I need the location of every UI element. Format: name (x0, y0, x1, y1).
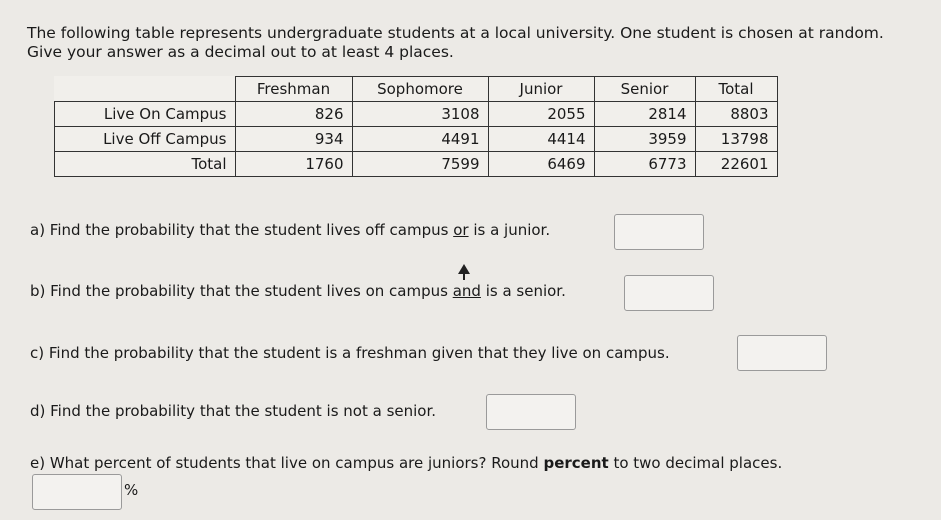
table-cell: 3959 (594, 127, 695, 152)
table-header-row (55, 77, 778, 102)
table-cell: 3108 (352, 102, 488, 127)
row-label: Total (55, 152, 236, 177)
intro-line-1: The following table represents undergraduate students at a local university. One student is chosen at random. (27, 24, 884, 42)
table-cell: 8803 (695, 102, 777, 127)
col-header: Sophomore (352, 77, 488, 102)
col-header: Junior (488, 77, 594, 102)
answer-b-input[interactable] (624, 275, 714, 311)
intro-line-2: Give your answer as a decimal out to at least 4 places. (27, 43, 454, 61)
answer-d-input[interactable] (486, 394, 576, 430)
table-row (55, 102, 778, 127)
table-cell: 934 (235, 127, 352, 152)
question-a: a) Find the probability that the student lives off campus or is a junior. (30, 221, 551, 239)
answer-a-input[interactable] (614, 214, 704, 250)
table-row (55, 152, 778, 177)
problem-intro (27, 24, 884, 62)
table-corner (55, 77, 236, 102)
table-cell: 2814 (594, 102, 695, 127)
col-header: Freshman (235, 77, 352, 102)
mouse-cursor-icon (458, 264, 470, 274)
row-label: Live On Campus (55, 102, 236, 127)
question-b: b) Find the probability that the student lives on campus and is a senior. (30, 282, 566, 300)
question-d: d) Find the probability that the student is not a senior. (30, 402, 437, 420)
table-row (55, 127, 778, 152)
col-header: Total (695, 77, 777, 102)
table-cell: 6469 (488, 152, 594, 177)
answer-c-input[interactable] (737, 335, 827, 371)
answer-e-input[interactable] (32, 474, 122, 510)
col-header: Senior (594, 77, 695, 102)
table-cell: 4491 (352, 127, 488, 152)
table-cell: 6773 (594, 152, 695, 177)
table-cell: 4414 (488, 127, 594, 152)
question-e: e) What percent of students that live on campus are juniors? Round percent to two decimal places. (30, 454, 783, 472)
percent-sign: % (124, 481, 139, 499)
question-c: c) Find the probability that the student is a freshman given that they live on campus. (30, 344, 670, 362)
student-table (54, 76, 778, 177)
table-cell: 7599 (352, 152, 488, 177)
table-cell: 22601 (695, 152, 777, 177)
table-cell: 2055 (488, 102, 594, 127)
row-label: Live Off Campus (55, 127, 236, 152)
table-cell: 826 (235, 102, 352, 127)
table-cell: 13798 (695, 127, 777, 152)
table-cell: 1760 (235, 152, 352, 177)
